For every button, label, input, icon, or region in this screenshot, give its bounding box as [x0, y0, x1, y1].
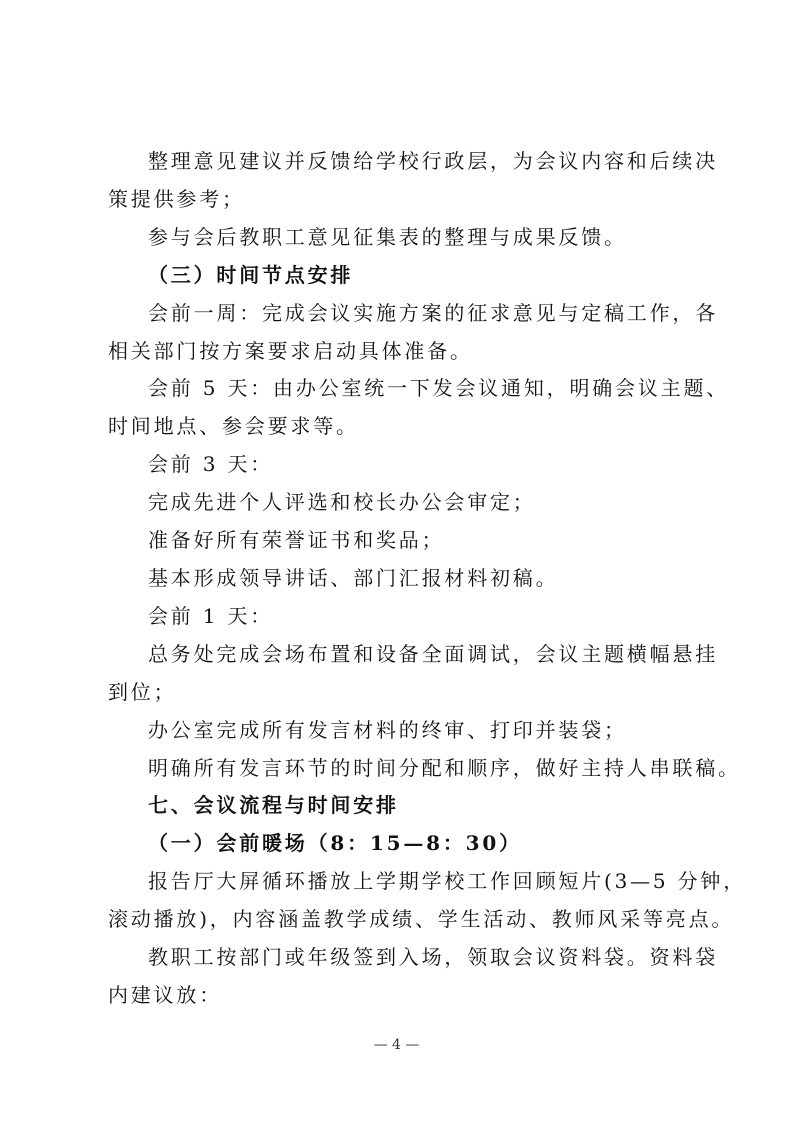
paragraph-line: 整理意见建议并反馈给学校行政层，为会议内容和后续决 [148, 149, 718, 173]
paragraph-line: 报告厅大屏循环播放上学期学校工作回顾短片(3—5 分钟， [148, 869, 747, 893]
paragraph-line: 时间地点、参会要求等。 [108, 414, 359, 438]
page-number: — 4 — [373, 1037, 420, 1053]
paragraph-line: 参与会后教职工意见征集表的整理与成果反馈。 [148, 225, 627, 249]
paragraph-line: 基本形成领导讲话、部门汇报材料初稿。 [148, 566, 559, 590]
paragraph-line: 内建议放： [108, 983, 222, 1007]
paragraph-line: 策提供参考； [108, 187, 245, 211]
section-heading: （三）时间节点安排 [148, 263, 354, 287]
paragraph-line: 滚动播放)，内容涵盖教学成绩、学生活动、教师风采等亮点。 [108, 907, 735, 931]
paragraph-line: 准备好所有荣誉证书和奖品； [148, 528, 445, 552]
paragraph-line: 会前 1 天： [148, 604, 274, 628]
paragraph-line: 总务处完成会场布置和设备全面调试，会议主题横幅悬挂 [148, 642, 718, 666]
paragraph-line: 会前 5 天：由办公室统一下发会议通知，明确会议主题、 [148, 376, 730, 400]
paragraph-line: 相关部门按方案要求启动具体准备。 [108, 339, 473, 363]
section-heading: （一）会前暖场（8：15—8：30） [148, 831, 522, 855]
section-heading: 七、会议流程与时间安排 [148, 793, 399, 817]
paragraph-line: 办公室完成所有发言材料的终审、打印并装袋； [148, 718, 627, 742]
paragraph-line: 明确所有发言环节的时间分配和顺序，做好主持人串联稿。 [148, 756, 741, 780]
paragraph-line: 会前一周：完成会议实施方案的征求意见与定稿工作，各 [148, 301, 718, 325]
paragraph-line: 到位； [108, 680, 177, 704]
paragraph-line: 会前 3 天： [148, 452, 274, 476]
paragraph-line: 完成先进个人评选和校长办公会审定； [148, 490, 536, 514]
paragraph-line: 教职工按部门或年级签到入场，领取会议资料袋。资料袋 [148, 945, 718, 969]
